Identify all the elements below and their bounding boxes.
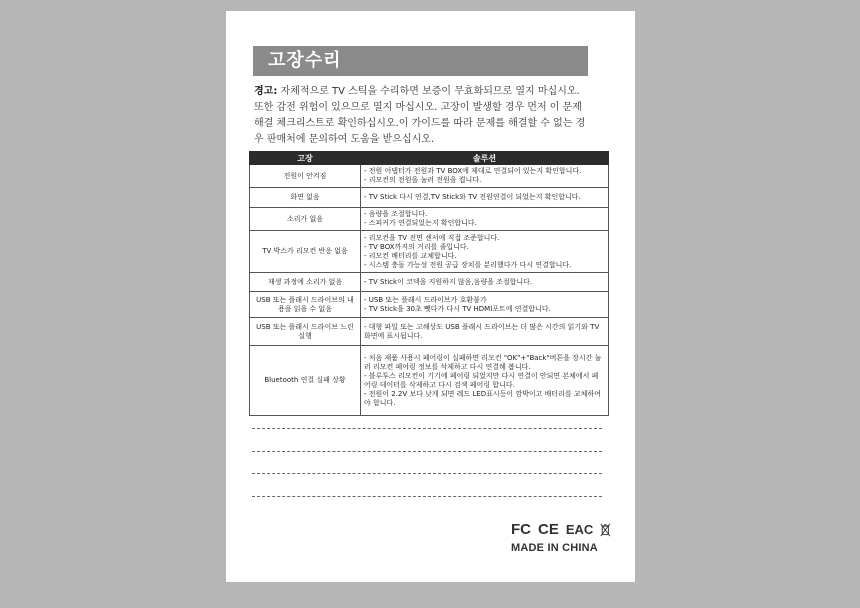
fc-mark: FC xyxy=(511,521,531,538)
fault-cell: 소리가 없음 xyxy=(250,208,361,231)
note-line xyxy=(252,451,602,452)
solution-line: - 블루투스 리모컨이 기기에 페어링 되었지만 다시 연결이 안되면 본체에서 페어링 데이터를 삭제하고 다시 검색 페어링 합니다. xyxy=(364,371,599,389)
solution-cell xyxy=(361,273,609,292)
header-solution: 솔루션 xyxy=(361,152,609,165)
weee-bin-icon xyxy=(600,521,611,539)
fault-cell: Bluetooth 연결 실패 상황 xyxy=(250,346,361,416)
note-line xyxy=(252,473,602,474)
table-row xyxy=(250,346,609,416)
table-row xyxy=(250,292,609,318)
made-in-label: MADE IN CHINA xyxy=(511,542,598,554)
note-line xyxy=(252,428,602,429)
fault-cell: 전원이 안켜짐 xyxy=(250,165,361,188)
solution-line: - USB 또는 플래시 드라이브가 호환불가 xyxy=(364,295,487,304)
solution-cell xyxy=(361,188,609,208)
solution-line: - 리모컨을 TV 전면 센서에 직접 조준합니다. xyxy=(364,233,500,242)
table-row xyxy=(250,188,609,208)
warning-paragraph xyxy=(254,84,589,148)
solution-line: - TV Stick을 30초 뺏다가 다시 TV HDMI포트에 연결합니다. xyxy=(364,304,551,313)
table-row xyxy=(250,165,609,188)
warning-label: 경고: xyxy=(254,86,278,97)
solution-line: - TV Stick이 코덱을 지원하지 않음,음량을 조절합니다. xyxy=(364,277,533,286)
table-row xyxy=(250,318,609,346)
table-row xyxy=(250,231,609,273)
solution-line: - 스피커가 연결되었는지 확인합니다. xyxy=(364,219,477,227)
eac-mark: EAC xyxy=(565,522,594,537)
fault-cell: 화면 없음 xyxy=(250,188,361,208)
solution-line: - 시스템 충돌 가능성 전원 공급 장치를 분리했다가 다시 연결합니다. xyxy=(364,260,572,269)
header-fault: 고장 xyxy=(250,152,361,165)
solution-line: - 전원이 2.2V 보다 낮게 되면 레드 LED표시등이 깜박이고 배터리를 교체하여야 합니다. xyxy=(364,389,601,407)
solution-line: - 처음 제품 사용시 페어링이 실패하면 리모컨 "OK"+"Back"버튼을 장시간 눌러 리모컨 페어링 정보를 삭제하고 다시 연결해 봅니다. xyxy=(364,353,602,371)
solution-line: - TV BOX까지의 거리를 줄입니다. xyxy=(364,242,469,251)
fault-cell: TV 박스가 리모컨 반응 없음 xyxy=(250,231,361,273)
solution-cell xyxy=(361,318,609,346)
solution-cell xyxy=(361,231,609,273)
solution-line: - 음량을 조절합니다. xyxy=(364,210,428,218)
solution-cell xyxy=(361,346,609,416)
note-line xyxy=(252,496,602,497)
solution-cell xyxy=(361,208,609,231)
solution-cell xyxy=(361,165,609,188)
section-title: 고장수리 xyxy=(253,46,588,76)
solution-cell xyxy=(361,292,609,318)
solution-line: - 전원 어댑터가 전원과 TV BOX에 제대로 연결되어 있는지 확인합니다. xyxy=(364,167,582,175)
fault-cell: USB 또는 플래시 드라이브 느린 실행 xyxy=(250,318,361,346)
solution-line: - 리모컨 배터리를 교체합니다. xyxy=(364,251,457,260)
warning-text: 자체적으로 TV 스틱을 수리하면 보증이 무효화되므로 열지 마십시오.또한 감전 위험이 있으므로 열지 마십시오. 고장이 발생할 경우 먼저 이 문제 해결 체크리스트로 확인하십시오.이 가이드를 따라 문제를 해결할 수 없는 경우 판매처에 문의하여 도움을 받으십시오. xyxy=(254,86,586,145)
ce-mark: CE xyxy=(538,521,559,538)
solution-line: - 대형 파일 또는 고해상도 USB 플래시 드라이브는 더 많은 시간의 읽기와 TV 화면에 표시됩니다. xyxy=(364,322,600,340)
table-row xyxy=(250,273,609,292)
solution-line: - TV Stick 다시 연결,TV Stick와 TV 전원연결이 되었는지 확인합니다. xyxy=(364,193,581,201)
table-header-row xyxy=(250,152,609,165)
table-row xyxy=(250,208,609,231)
solution-line: - 리모컨의 전원을 눌러 전원을 켭니다. xyxy=(364,176,482,184)
mark-row xyxy=(511,519,611,541)
manual-page xyxy=(226,11,635,582)
fault-cell: 재생 과정에 소리가 없음 xyxy=(250,273,361,292)
fault-cell: USB 또는 플래시 드라이브의 내용을 읽을 수 없음 xyxy=(250,292,361,318)
certification-marks xyxy=(511,519,611,559)
troubleshooting-table xyxy=(249,151,609,416)
